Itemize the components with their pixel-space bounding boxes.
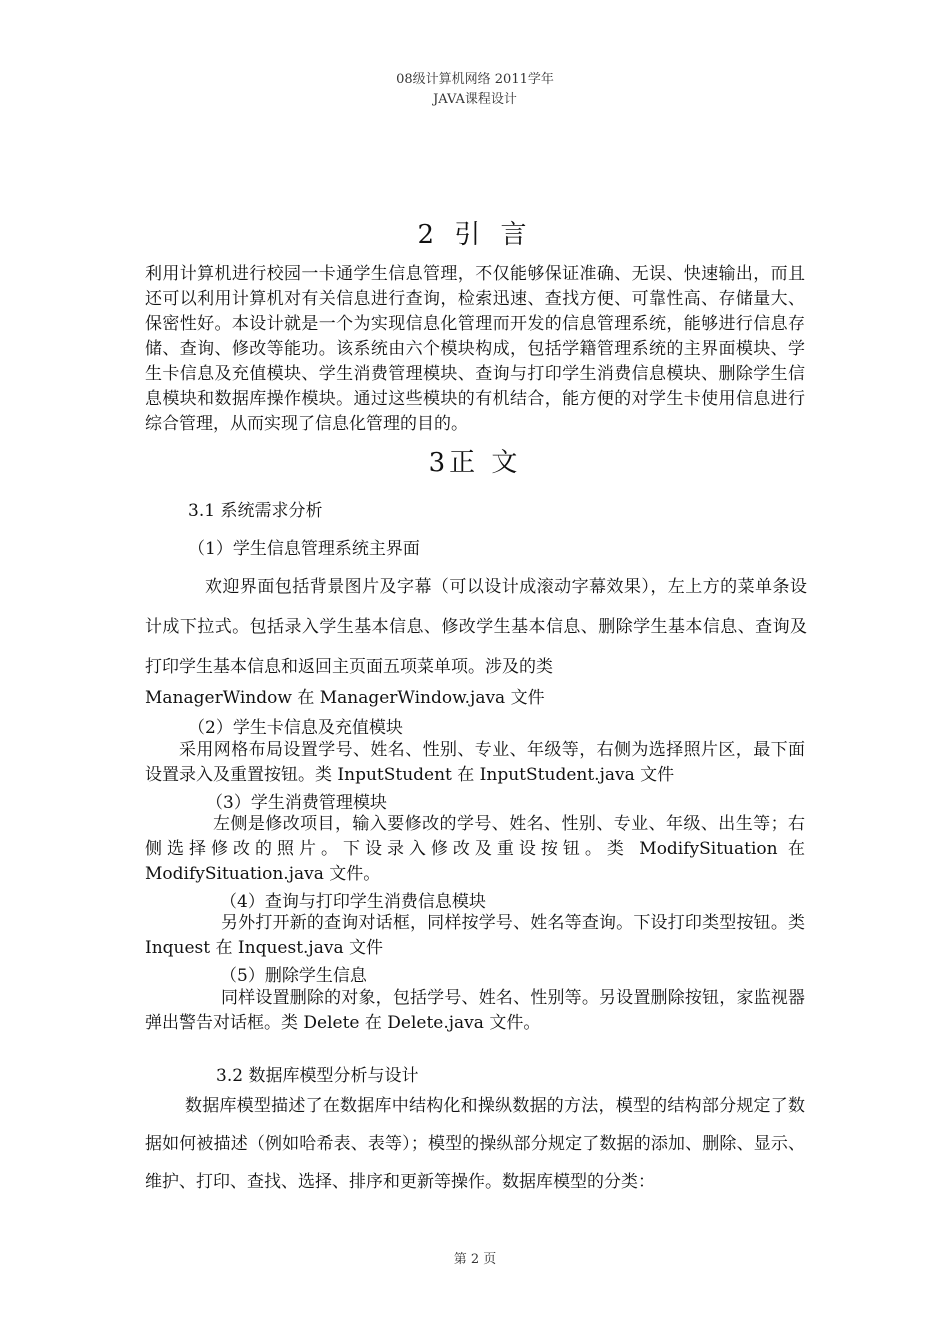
section-3-title: 3正 文 (428, 448, 522, 478)
module-1-class-note: ManagerWindow 在 ManagerWindow.java 文件 (145, 688, 545, 708)
running-header-subject: JAVA课程设计 (433, 92, 517, 107)
section-2-body: 利用计算机进行校园一卡通学生信息管理，不仅能够保证准确、无误、快速输出，而且还可以利用计算机对有关信息进行查询，检索迅速、查找方便、可靠性高、存储量大、保密性好。本设计就是一个为实现信息化管理而开发的信息管理系统，能够进行信息存储、查询、修改等能功。该系统由六个模块构成，包括学籍管理系统的主界面模块、学生卡信息及充值模块、学生消费管理模块、查询与打印学生消费信息模块、删除学生信息模块和数据库操作模块。通过这些模块的有机结合，能方便的对学生卡使用信息进行综合管理，从而实现了信息化管理的目的。 (145, 264, 805, 434)
module-2-heading: （2）学生卡信息及充值模块 (188, 718, 403, 738)
module-3-heading: （3）学生消费管理模块 (206, 793, 387, 813)
module-2-body: 采用网格布局设置学号、姓名、性别、专业、年级等，右侧为选择照片区，最下面设置录入及重置按钮。类 InputStudent 在 InputStudent.java 文件 (145, 740, 805, 785)
subsection-3-1-heading: 3.1 系统需求分析 (188, 501, 323, 521)
module-1-heading: （1）学生信息管理系统主界面 (188, 539, 420, 559)
subsection-3-2-heading: 3.2 数据库模型分析与设计 (216, 1066, 419, 1086)
module-4-heading: （4）查询与打印学生消费信息模块 (220, 892, 486, 912)
module-5-heading: （5）删除学生信息 (220, 966, 367, 986)
subsection-3-2-body: 数据库模型描述了在数据库中结构化和操纵数据的方法，模型的结构部分规定了数据如何被描述（例如哈希表、表等）；模型的操纵部分规定了数据的添加、删除、显示、维护、打印、查找、选择、排序和更新等操作。数据库模型的分类： (145, 1096, 805, 1192)
module-3-body: 左侧是修改项目，输入要修改的学号、姓名、性别、专业、年级、出生等；右侧选择修改的照片。下设录入修改及重设按钮。类 ModifySituation 在 ModifySituation.java 文件。 (145, 814, 805, 884)
module-4-body: 另外打开新的查询对话框，同样按学号、姓名等查询。下设打印类型按钮。类 Inquest 在 Inquest.java 文件 (145, 913, 805, 958)
running-header-course: 08级计算机网络 2011学年 (396, 72, 554, 87)
page-number: 第 2 页 (453, 1252, 497, 1267)
section-2-title: 2 引 言 (417, 220, 533, 250)
module-1-body: 欢迎界面包括背景图片及字幕（可以设计成滚动字幕效果），左上方的菜单条设计成下拉式。包括录入学生基本信息、修改学生基本信息、删除学生基本信息、查询及打印学生基本信息和返回主页面五项菜单项。涉及的类 (145, 577, 807, 677)
module-5-body: 同样设置删除的对象，包括学号、姓名、性别等。另设置删除按钮，家监视器弹出警告对话框。类 Delete 在 Delete.java 文件。 (145, 988, 805, 1033)
